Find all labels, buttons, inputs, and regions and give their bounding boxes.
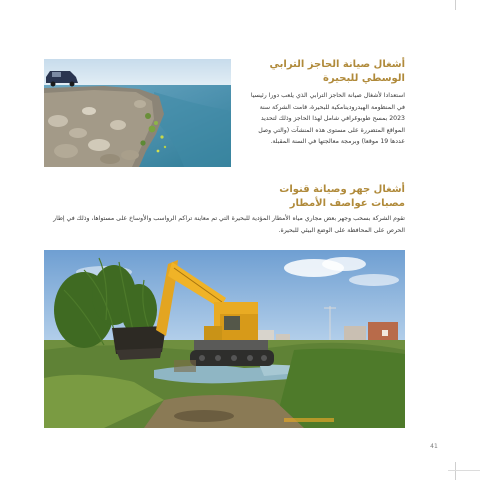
section-2-paragraph: تقوم الشركة بسحب وجهر بعض مجاري مياه الأمطار المؤدية للبحيرة التي تم معاينة تراكم الرواسب والأوساخ على مستواها، وذلك في إطار الحرص على المحافظة على الوضع البيئي للبحيرة. [53,215,405,234]
crop-mark-top-right [455,0,456,10]
section-1-title-line-2: الوسطي للبحيرة [323,73,405,84]
excavator-photo [44,250,405,428]
embankment-photo [44,59,231,167]
section-2-title-line-1: أشغال جهر وصيانة قنوات [279,184,405,195]
crop-mark-bottom-line [448,470,480,471]
section-1-paragraph: استعدادا لأشغال صيانة الحاجز الترابي الذي يلعب دورا رئيسيا في المنظومة الهيدرودينامكية للبحيرة، قامت الشركة سنة 2023 بمسح طوبوغرافي شامل لهذا الحاجز وذلك لتحديد المواقع المتضررة على مستوى هذه المنشآت (والتي وصل عددها 19 موقعا) وبرمجة معالجتها في السنة المقبلة. [250,92,405,146]
section-2-title [245,183,405,211]
section-1-title-line-1: أشغال صيانة الحاجز الترابي [269,59,405,70]
page-number: 41 [430,443,438,450]
section-2-title-line-2: مصبات عواصف الأمطار [289,198,405,209]
crop-mark-bottom-right [455,462,456,480]
section-1-title [245,58,405,86]
